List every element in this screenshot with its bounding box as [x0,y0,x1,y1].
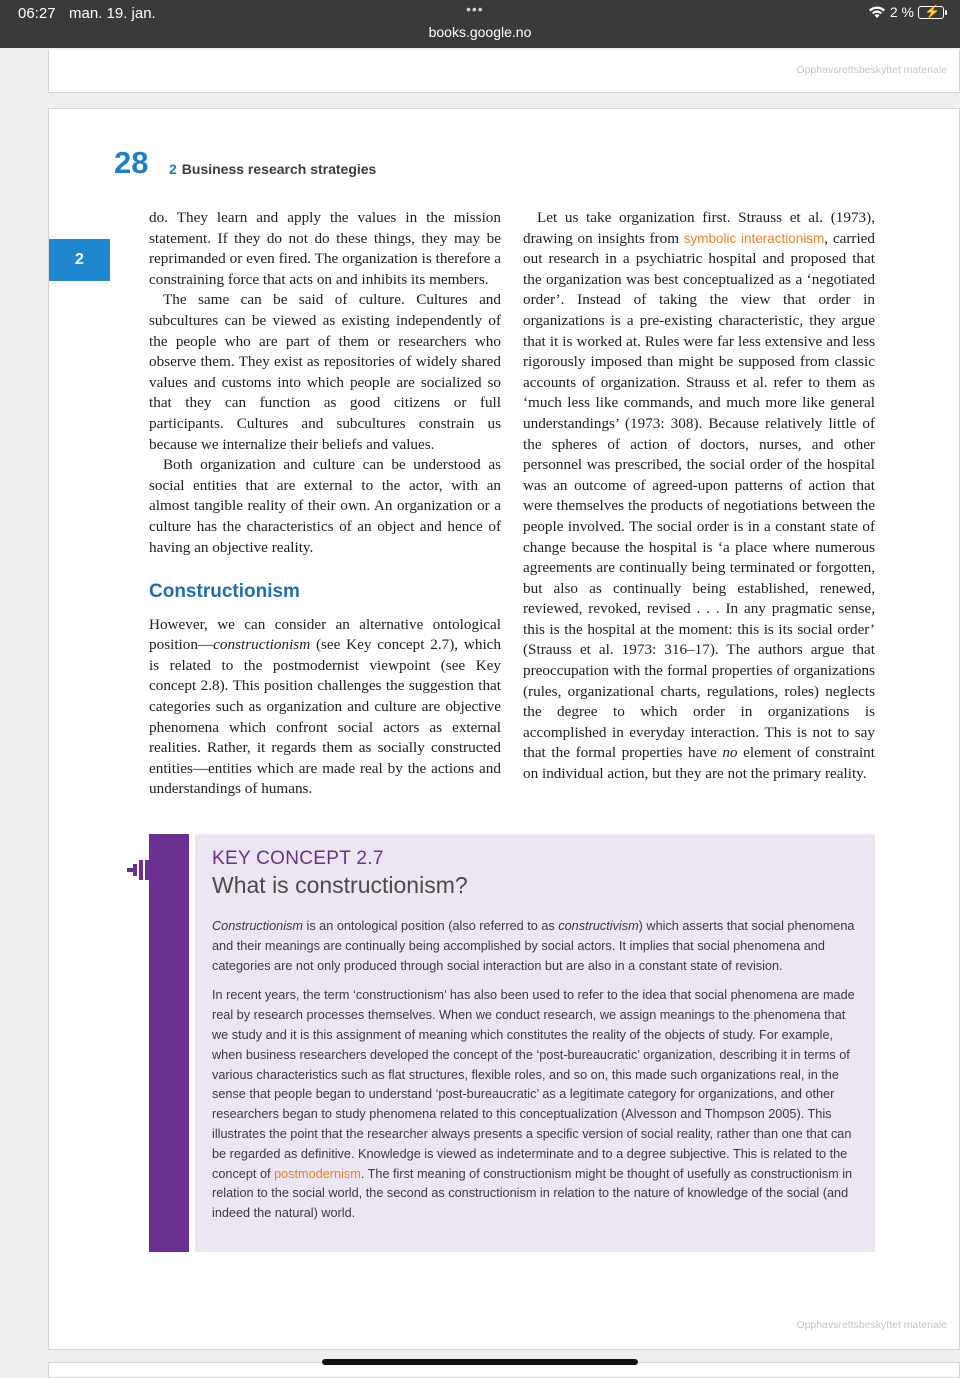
address-bar[interactable]: books.google.no [428,24,532,40]
battery-icon [918,3,944,19]
browser-status-bar [0,0,960,48]
status-date: man. 19. jan. [69,5,156,22]
section-heading: Constructionism [149,581,300,603]
chapter-tab: 2 [49,239,110,281]
battery-percent: 2 % [889,4,914,20]
text-run: , carried out research in a psychiatric hospital and proposed that the organization was best conceptualized as a ‘negotiated order’. Instead of taking the view that order in organizations is a pre-existing characteristic, they argue that it is worked at. Rules were far less extensive and less rigorously imposed than might be supposed from classic accounts of organization. Strauss et al. refer to them as ‘much less like commands, and much more like general understandings’ (1973: 308). Because relatively little of the spheres of action of doctors, nurses, and other personnel was prescribed, the social order of the hospital was an outcome of agreed-upon patterns of action that were themselves the products of negotiations between the people involved. The social order is in a constant state of change because the hospital is ‘a place where numerous agreements are continually being terminated or forgotten, but also as continually being established, renewed, reviewed, revoked, revised . . . In any pragmatic sense, this is the hospital at the moment: this is its social order’ (Strauss et al. 1973: 316–17). The authors argue that preoccupation with the formal properties of organizations (rules, organizational charts, regulations, roles) neglects the degree to which order in organizations is accomplished in everyday interaction. This is not to say that the formal properties have [523,229,876,762]
paragraph: Both organization and culture can be understood as social entities that are external to the actor, with an almost tangible reality of their own. An organization or a culture has the characteristics of an object and hence of having an objective reality. [149,456,501,556]
text-run: . The first meaning of constructionism might be thought of usefully as constructionism in relation to the social world, the second as constructionism in relation to the nature of knowledge of the social (and indeed the natural) world. [212,1166,853,1221]
text-run: However, we can consider an alternative ontological position— [149,615,501,654]
text-run: (see Key concept 2.7), which is related to the postmodernist viewpoint (see Key concept 2.8). This position challenges the suggestion that categories such as organization and culture are objective phenomena which confront social actors as external realities. Rather, it regards them as socially constructed entities—entities which are made real by the actions and understandings of humans. [149,636,501,798]
key-concept-box [195,834,875,1252]
key-concept-paragraph [212,917,857,976]
page-number: 28 [114,145,149,180]
charging-bolt-icon: ⚡ [924,3,941,19]
text-run: element of constraint on individual action, but they are not the primary reality. [523,744,875,783]
paragraph: The same can be said of culture. Cultures and subcultures can be viewed as existing independently of the people who are part of them or researchers who observe them. They exist as repositories of widely shared values and customs into which people are socialized so that they can function as good citizens or full participants. Cultures and subcultures constrain us because we internalize their beliefs and values. [149,291,501,453]
running-head [169,161,376,177]
chapter-number: 2 [169,161,177,177]
glossary-link-symbolic-interactionism[interactable]: symbolic interactionism [683,230,825,246]
wifi-icon [868,5,886,19]
glossary-link-postmodernism[interactable]: postmodernism [274,1166,361,1181]
key-concept-label: KEY CONCEPT 2.7 [212,848,384,869]
key-concept-title: What is constructionism? [212,872,468,898]
text-run: Let us take organization first. Strauss et al. (1973), drawing on insights from [523,209,875,247]
previous-page [48,50,960,93]
paragraph: do. They learn and apply the values in the mission statement. If they do not do these things, they may be reprimanded or even fired. The organization is therefore a constraining force that acts on and inhibits its members. [149,209,501,288]
key-concept-bar [149,834,189,1252]
text-run: is an ontological position (also referred to as [302,919,559,933]
emphasis: constructionism [213,636,311,654]
key-concept-paragraph [212,986,857,1224]
status-time: 06:27 [18,5,56,22]
text-run: ) which asserts that social phenomena and their meanings are continually being accomplished by social actors. It implies that social phenomena and categories are not only produced through social interaction but are also in a constant state of revision. [212,919,855,973]
status-indicators [868,4,944,20]
right-column [523,208,875,785]
book-page [48,108,960,1350]
emphasis: no [722,744,738,762]
home-indicator[interactable] [322,1359,638,1365]
more-dots-icon[interactable]: ••• [466,1,484,17]
left-column [149,208,501,800]
emphasis: constructivism [558,919,639,933]
chapter-title: Business research strategies [181,161,377,177]
copyright-note-bottom: Opphavsrettsbeskyttet materiale [796,1319,947,1331]
copyright-note-top: Opphavsrettsbeskyttet materiale [796,64,947,76]
emphasis: Constructionism [212,919,303,933]
text-run: In recent years, the term ‘constructionism’ has also been used to refer to the idea that social phenomena are made real by research processes themselves. When we conduct research, we assign meanings to the phenomena that we study and it is this assignment of meaning which constitutes the reality of the objects of study. For example, when business researchers developed the concept of the ‘post-bureaucratic’ organization, describing it in terms of various characteristics such as flat structures, flexible roles, and so on, this made such organizations real, in the sense that people began to understand ‘post-bureaucratic’ as a legitimate category for organizations, and other researchers began to study phenomena related to this conceptualization (Alvesson and Thompson 2005). This illustrates the point that the researcher always presents a specific version of social reality, rather than one that can be regarded as definitive. Knowledge is viewed as indeterminate and to a degree subjective. This is related to the concept of [212,988,855,1181]
paragraph [523,208,875,785]
paragraph [149,615,501,800]
